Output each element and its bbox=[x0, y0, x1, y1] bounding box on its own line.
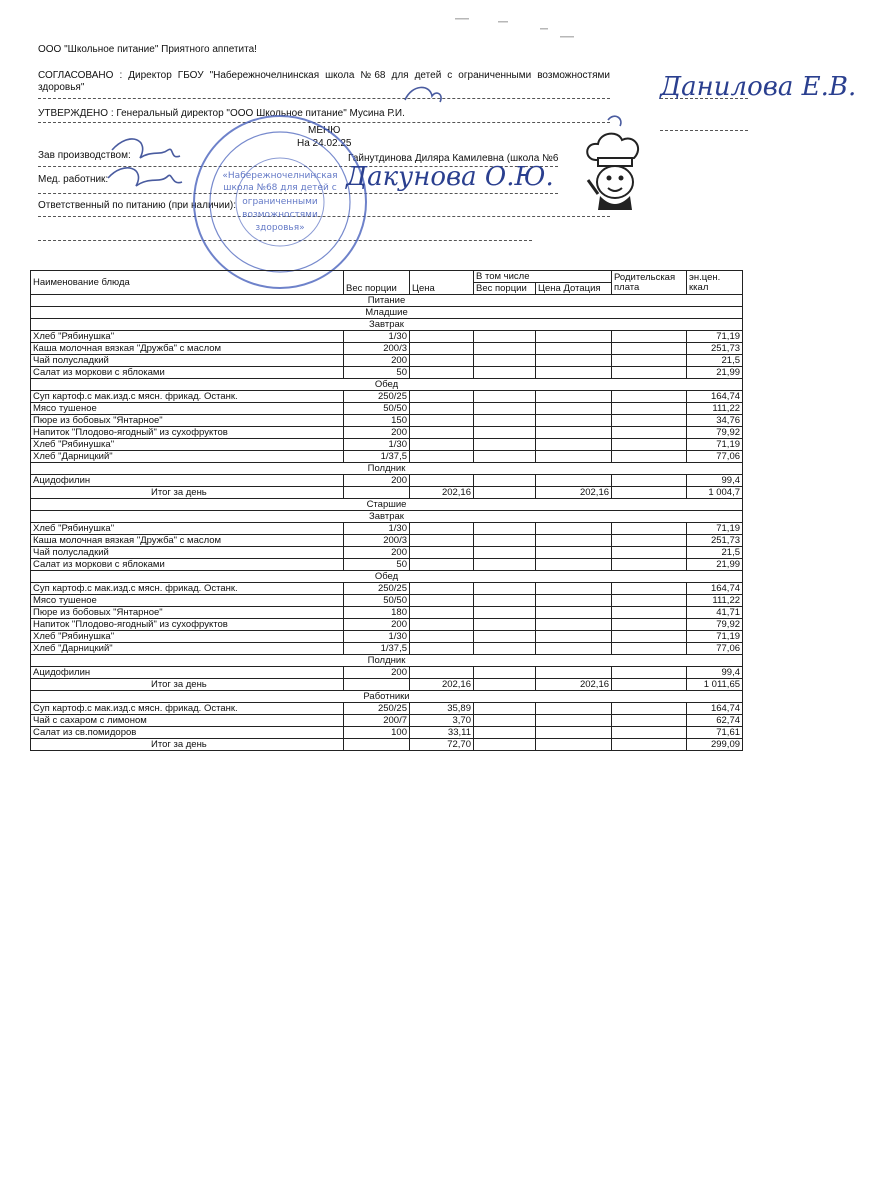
dish-inc-weight bbox=[474, 727, 536, 739]
dish-price bbox=[410, 619, 474, 631]
meal-title bbox=[31, 511, 743, 523]
dish-price bbox=[410, 367, 474, 379]
dish-inc-price bbox=[536, 355, 612, 367]
dish-kcal: 71,19 bbox=[687, 631, 743, 643]
stamp-line-3: ограниченными bbox=[242, 197, 318, 207]
table-row bbox=[31, 343, 743, 355]
dish-weight: 1/30 bbox=[344, 439, 410, 451]
dish-name: Чай с сахаром с лимоном bbox=[31, 715, 344, 727]
table-row bbox=[31, 607, 743, 619]
dish-inc-weight bbox=[474, 607, 536, 619]
dish-inc-weight bbox=[474, 715, 536, 727]
table-row bbox=[31, 559, 743, 571]
dish-price bbox=[410, 607, 474, 619]
dish-parent-fee bbox=[612, 331, 687, 343]
total-subsidy: 202,16 bbox=[536, 487, 612, 499]
dish-inc-price bbox=[536, 523, 612, 535]
dish-name: Пюре из бобовых "Янтарное" bbox=[31, 415, 344, 427]
dish-kcal: 21,99 bbox=[687, 367, 743, 379]
dish-parent-fee bbox=[612, 439, 687, 451]
dish-weight: 200 bbox=[344, 427, 410, 439]
dish-price bbox=[410, 559, 474, 571]
dish-price: 3,70 bbox=[410, 715, 474, 727]
dish-name: Ацидофилин bbox=[31, 667, 344, 679]
dish-inc-weight bbox=[474, 583, 536, 595]
col-inc-weight-header: Вес порции bbox=[474, 283, 536, 295]
table-row bbox=[31, 715, 743, 727]
total-price: 202,16 bbox=[410, 679, 474, 691]
dish-name: Напиток "Плодово-ягодный" из сухофруктов bbox=[31, 619, 344, 631]
dish-parent-fee bbox=[612, 547, 687, 559]
dish-weight: 200 bbox=[344, 355, 410, 367]
dish-parent-fee bbox=[612, 607, 687, 619]
dish-inc-price bbox=[536, 331, 612, 343]
meal-title bbox=[31, 379, 743, 391]
table-row bbox=[31, 667, 743, 679]
dish-kcal: 71,19 bbox=[687, 523, 743, 535]
col-parent-header: Родительская плата bbox=[612, 271, 687, 295]
dish-kcal: 111,22 bbox=[687, 403, 743, 415]
dish-inc-price bbox=[536, 619, 612, 631]
table-row bbox=[31, 427, 743, 439]
dish-inc-price bbox=[536, 583, 612, 595]
dish-name: Салат из св.помидоров bbox=[31, 727, 344, 739]
meal-title bbox=[31, 319, 743, 331]
meal-title bbox=[31, 571, 743, 583]
dish-inc-price bbox=[536, 727, 612, 739]
dish-price: 35,89 bbox=[410, 703, 474, 715]
dish-kcal: 79,92 bbox=[687, 427, 743, 439]
dish-kcal: 77,06 bbox=[687, 643, 743, 655]
dish-name: Суп картоф.с мак.изд.с мясн. фрикад. Останк. bbox=[31, 391, 344, 403]
dish-kcal: 71,19 bbox=[687, 331, 743, 343]
dish-parent-fee bbox=[612, 667, 687, 679]
dish-price bbox=[410, 451, 474, 463]
dish-kcal: 99,4 bbox=[687, 475, 743, 487]
total-row bbox=[31, 679, 743, 691]
dish-price bbox=[410, 547, 474, 559]
dish-inc-weight bbox=[474, 547, 536, 559]
dish-name: Каша молочная вязкая "Дружба" с маслом bbox=[31, 343, 344, 355]
dish-weight: 200/3 bbox=[344, 343, 410, 355]
dish-inc-weight bbox=[474, 451, 536, 463]
dish-kcal: 111,22 bbox=[687, 595, 743, 607]
menu-date: На 24.02.25 bbox=[297, 138, 352, 149]
dish-weight: 250/25 bbox=[344, 583, 410, 595]
dish-name: Хлеб "Дарницкий" bbox=[31, 451, 344, 463]
meal-title-cell: Завтрак bbox=[31, 319, 743, 331]
dish-inc-weight bbox=[474, 331, 536, 343]
dish-kcal: 21,5 bbox=[687, 355, 743, 367]
dish-parent-fee bbox=[612, 415, 687, 427]
dish-kcal: 164,74 bbox=[687, 583, 743, 595]
section-title-cell: Младшие bbox=[31, 307, 743, 319]
table-row bbox=[31, 643, 743, 655]
dish-name: Хлеб "Рябинушка" bbox=[31, 439, 344, 451]
dish-kcal: 21,99 bbox=[687, 559, 743, 571]
dish-inc-price bbox=[536, 715, 612, 727]
dish-inc-weight bbox=[474, 703, 536, 715]
dish-inc-weight bbox=[474, 667, 536, 679]
total-label: Итог за день bbox=[31, 739, 344, 751]
total-kcal: 1 011,65 bbox=[687, 679, 743, 691]
total-parent-fee bbox=[612, 739, 687, 751]
stamp-line-5: здоровья» bbox=[255, 223, 305, 233]
dish-kcal: 164,74 bbox=[687, 703, 743, 715]
dish-inc-weight bbox=[474, 535, 536, 547]
agreed-text: СОГЛАСОВАНО : Директор ГБОУ "Набережночелнинская школа №68 для детей с ограниченными возможностями здоровья" bbox=[38, 70, 610, 93]
menu-title: МЕНЮ bbox=[308, 125, 341, 136]
section-title-cell: Старшие bbox=[31, 499, 743, 511]
table-row bbox=[31, 523, 743, 535]
company-line: ООО "Школьное питание" Приятного аппетита! bbox=[38, 44, 257, 55]
dish-weight: 200/3 bbox=[344, 535, 410, 547]
col-inc-price-header: Цена Дотация bbox=[536, 283, 612, 295]
dish-inc-weight bbox=[474, 343, 536, 355]
table-row bbox=[31, 547, 743, 559]
total-label: Итог за день bbox=[31, 487, 344, 499]
dish-inc-weight bbox=[474, 439, 536, 451]
dish-weight: 1/30 bbox=[344, 523, 410, 535]
menu-body bbox=[31, 295, 743, 751]
total-row bbox=[31, 739, 743, 751]
table-row bbox=[31, 595, 743, 607]
dish-weight: 200 bbox=[344, 619, 410, 631]
menu-table bbox=[30, 270, 743, 751]
dish-kcal: 251,73 bbox=[687, 535, 743, 547]
dish-price bbox=[410, 595, 474, 607]
table-row bbox=[31, 475, 743, 487]
dish-parent-fee bbox=[612, 559, 687, 571]
dish-price bbox=[410, 331, 474, 343]
dish-price: 33,11 bbox=[410, 727, 474, 739]
dish-inc-price bbox=[536, 451, 612, 463]
dish-price bbox=[410, 403, 474, 415]
meal-title-cell: Полдник bbox=[31, 655, 743, 667]
dish-weight: 50 bbox=[344, 559, 410, 571]
table-row bbox=[31, 331, 743, 343]
table-row bbox=[31, 727, 743, 739]
dish-kcal: 21,5 bbox=[687, 547, 743, 559]
section-title: Питание bbox=[31, 295, 743, 307]
production-person: Гайнутдинова Диляра Камилевна (школа №6 bbox=[348, 153, 559, 164]
table-row bbox=[31, 451, 743, 463]
col-name-header: Наименование блюда bbox=[31, 271, 344, 295]
dish-parent-fee bbox=[612, 523, 687, 535]
dish-inc-weight bbox=[474, 367, 536, 379]
dish-inc-price bbox=[536, 643, 612, 655]
col-including-header: В том числе bbox=[474, 271, 612, 283]
dish-inc-price bbox=[536, 403, 612, 415]
dish-kcal: 164,74 bbox=[687, 391, 743, 403]
dish-price bbox=[410, 427, 474, 439]
table-row bbox=[31, 631, 743, 643]
dish-price bbox=[410, 343, 474, 355]
total-parent-fee bbox=[612, 679, 687, 691]
dish-parent-fee bbox=[612, 391, 687, 403]
dish-name: Суп картоф.с мак.изд.с мясн. фрикад. Останк. bbox=[31, 583, 344, 595]
table-row bbox=[31, 355, 743, 367]
table-row bbox=[31, 583, 743, 595]
dish-inc-weight bbox=[474, 403, 536, 415]
dish-parent-fee bbox=[612, 583, 687, 595]
dish-inc-weight bbox=[474, 427, 536, 439]
dish-name: Каша молочная вязкая "Дружба" с маслом bbox=[31, 535, 344, 547]
dish-parent-fee bbox=[612, 715, 687, 727]
stamp-line-4: возможностями bbox=[242, 210, 318, 220]
dish-inc-weight bbox=[474, 391, 536, 403]
section-title bbox=[31, 307, 743, 319]
table-row bbox=[31, 439, 743, 451]
dish-kcal: 77,06 bbox=[687, 451, 743, 463]
dish-price bbox=[410, 415, 474, 427]
dish-name: Ацидофилин bbox=[31, 475, 344, 487]
dish-weight: 1/30 bbox=[344, 631, 410, 643]
dish-kcal: 34,76 bbox=[687, 415, 743, 427]
production-label: Зав производством: bbox=[38, 150, 131, 161]
dish-price bbox=[410, 523, 474, 535]
total-kcal: 1 004,7 bbox=[687, 487, 743, 499]
approved-line: УТВЕРЖДЕНО : Генеральный директор "ООО Школьное питание" Мусина Р.И. bbox=[38, 108, 405, 119]
dish-name: Мясо тушеное bbox=[31, 595, 344, 607]
pen-scribbles bbox=[0, 0, 873, 300]
meal-title-cell: Обед bbox=[31, 571, 743, 583]
total-parent-fee bbox=[612, 487, 687, 499]
dish-inc-price bbox=[536, 367, 612, 379]
dish-inc-weight bbox=[474, 631, 536, 643]
dish-name: Салат из моркови с яблоками bbox=[31, 367, 344, 379]
dish-inc-price bbox=[536, 439, 612, 451]
dish-weight: 200 bbox=[344, 667, 410, 679]
dish-name: Хлеб "Рябинушка" bbox=[31, 331, 344, 343]
dish-name: Чай полусладкий bbox=[31, 355, 344, 367]
dish-price bbox=[410, 643, 474, 655]
dish-name: Напиток "Плодово-ягодный" из сухофруктов bbox=[31, 427, 344, 439]
total-price: 202,16 bbox=[410, 487, 474, 499]
table-row bbox=[31, 535, 743, 547]
dish-parent-fee bbox=[612, 451, 687, 463]
table-row bbox=[31, 619, 743, 631]
dish-inc-price bbox=[536, 427, 612, 439]
dish-parent-fee bbox=[612, 703, 687, 715]
dish-parent-fee bbox=[612, 355, 687, 367]
dish-weight: 200/7 bbox=[344, 715, 410, 727]
total-weight bbox=[344, 679, 410, 691]
dish-parent-fee bbox=[612, 595, 687, 607]
dish-price bbox=[410, 631, 474, 643]
dish-inc-weight bbox=[474, 619, 536, 631]
total-kcal: 299,09 bbox=[687, 739, 743, 751]
dish-kcal: 71,61 bbox=[687, 727, 743, 739]
dish-inc-weight bbox=[474, 643, 536, 655]
dish-price bbox=[410, 535, 474, 547]
col-weight-header: Вес порции bbox=[344, 271, 410, 295]
dish-parent-fee bbox=[612, 367, 687, 379]
dish-kcal: 99,4 bbox=[687, 667, 743, 679]
dish-weight: 180 bbox=[344, 607, 410, 619]
dish-parent-fee bbox=[612, 427, 687, 439]
dish-kcal: 62,74 bbox=[687, 715, 743, 727]
total-inc-weight bbox=[474, 679, 536, 691]
meal-title-cell: Обед bbox=[31, 379, 743, 391]
section-title-cell: Работники bbox=[31, 691, 743, 703]
total-subsidy bbox=[536, 739, 612, 751]
total-row bbox=[31, 487, 743, 499]
dish-parent-fee bbox=[612, 643, 687, 655]
dish-name: Суп картоф.с мак.изд.с мясн. фрикад. Останк. bbox=[31, 703, 344, 715]
dish-price bbox=[410, 439, 474, 451]
dish-name: Хлеб "Рябинушка" bbox=[31, 631, 344, 643]
dish-name: Пюре из бобовых "Янтарное" bbox=[31, 607, 344, 619]
agreed-signature: Данилова Е.В. bbox=[660, 72, 857, 102]
dish-inc-weight bbox=[474, 595, 536, 607]
dish-inc-price bbox=[536, 607, 612, 619]
medic-signature: Дакунова О.Ю. bbox=[346, 162, 554, 192]
dish-name: Хлеб "Рябинушка" bbox=[31, 523, 344, 535]
total-label: Итог за день bbox=[31, 679, 344, 691]
total-weight bbox=[344, 739, 410, 751]
dish-inc-price bbox=[536, 595, 612, 607]
stamp-line-1: «Набережночелнинская bbox=[222, 171, 338, 181]
dish-inc-price bbox=[536, 631, 612, 643]
dish-inc-weight bbox=[474, 559, 536, 571]
table-row bbox=[31, 367, 743, 379]
col-energy-header: эн.цен. ккал bbox=[687, 271, 743, 295]
dish-inc-price bbox=[536, 535, 612, 547]
total-inc-weight bbox=[474, 739, 536, 751]
total-weight bbox=[344, 487, 410, 499]
dish-weight: 50/50 bbox=[344, 403, 410, 415]
dish-parent-fee bbox=[612, 475, 687, 487]
table-row bbox=[31, 415, 743, 427]
dish-inc-weight bbox=[474, 475, 536, 487]
medic-label: Мед. работник: bbox=[38, 174, 109, 185]
table-row bbox=[31, 391, 743, 403]
meal-title-cell: Завтрак bbox=[31, 511, 743, 523]
dish-weight: 50 bbox=[344, 367, 410, 379]
dish-weight: 1/37,5 bbox=[344, 643, 410, 655]
dish-parent-fee bbox=[612, 403, 687, 415]
dish-inc-price bbox=[536, 547, 612, 559]
section-title bbox=[31, 691, 743, 703]
dish-parent-fee bbox=[612, 619, 687, 631]
dish-kcal: 71,19 bbox=[687, 439, 743, 451]
dish-name: Хлеб "Дарницкий" bbox=[31, 643, 344, 655]
dish-inc-price bbox=[536, 415, 612, 427]
dish-inc-price bbox=[536, 475, 612, 487]
dish-weight: 250/25 bbox=[344, 391, 410, 403]
dish-inc-weight bbox=[474, 415, 536, 427]
dish-kcal: 251,73 bbox=[687, 343, 743, 355]
dish-name: Мясо тушеное bbox=[31, 403, 344, 415]
col-price-header: Цена bbox=[410, 271, 474, 295]
dish-parent-fee bbox=[612, 535, 687, 547]
dish-inc-price bbox=[536, 703, 612, 715]
dish-inc-weight bbox=[474, 355, 536, 367]
table-row bbox=[31, 703, 743, 715]
dish-weight: 1/30 bbox=[344, 331, 410, 343]
dish-price bbox=[410, 355, 474, 367]
total-inc-weight bbox=[474, 487, 536, 499]
dish-weight: 50/50 bbox=[344, 595, 410, 607]
responsible-label: Ответственный по питанию (при наличии): bbox=[38, 200, 237, 211]
stamp-line-2: школа №68 для детей с bbox=[223, 183, 337, 193]
dish-parent-fee bbox=[612, 631, 687, 643]
dish-parent-fee bbox=[612, 727, 687, 739]
dish-kcal: 79,92 bbox=[687, 619, 743, 631]
dish-weight: 200 bbox=[344, 475, 410, 487]
dish-weight: 150 bbox=[344, 415, 410, 427]
dish-name: Салат из моркови с яблоками bbox=[31, 559, 344, 571]
dish-weight: 100 bbox=[344, 727, 410, 739]
dish-weight: 1/37,5 bbox=[344, 451, 410, 463]
dish-inc-weight bbox=[474, 523, 536, 535]
dish-price bbox=[410, 391, 474, 403]
total-subsidy: 202,16 bbox=[536, 679, 612, 691]
meal-title bbox=[31, 463, 743, 475]
dish-inc-price bbox=[536, 343, 612, 355]
dish-name: Чай полусладкий bbox=[31, 547, 344, 559]
dish-inc-price bbox=[536, 667, 612, 679]
meal-title bbox=[31, 655, 743, 667]
dish-price bbox=[410, 667, 474, 679]
meal-title-cell: Полдник bbox=[31, 463, 743, 475]
table-row bbox=[31, 403, 743, 415]
dish-weight: 250/25 bbox=[344, 703, 410, 715]
dish-weight: 200 bbox=[344, 547, 410, 559]
dish-parent-fee bbox=[612, 343, 687, 355]
total-price: 72,70 bbox=[410, 739, 474, 751]
dish-kcal: 41,71 bbox=[687, 607, 743, 619]
dish-inc-price bbox=[536, 391, 612, 403]
dish-price bbox=[410, 583, 474, 595]
dish-inc-price bbox=[536, 559, 612, 571]
dish-price bbox=[410, 475, 474, 487]
section-title bbox=[31, 499, 743, 511]
